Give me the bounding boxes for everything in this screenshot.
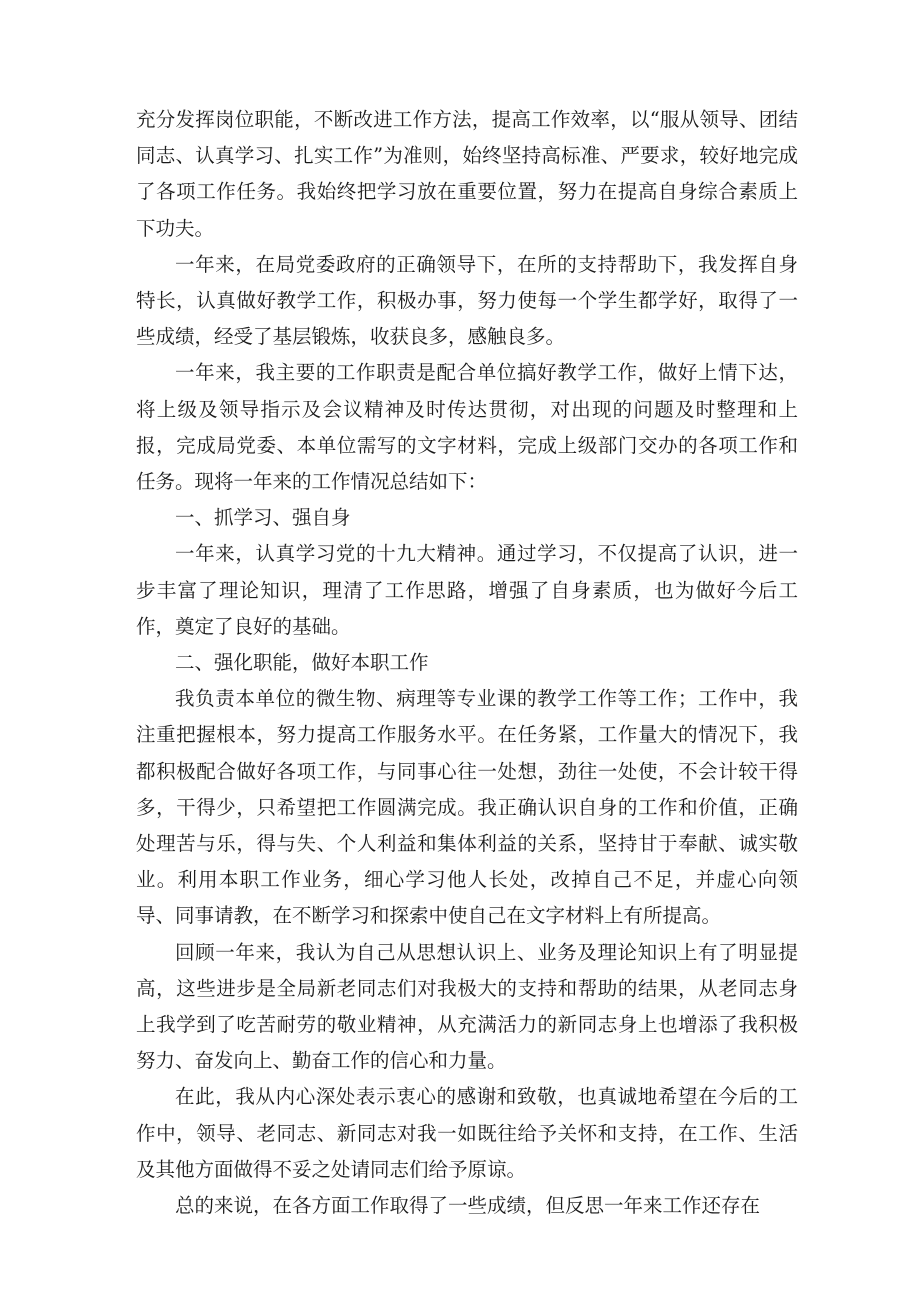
document-body (136, 102, 798, 1224)
paragraph-body: 回顾一年来，我认为自己从思想认识上、业务及理论知识上有了明显提高，这些进步是全局新老同志们对我极大的支持和帮助的结果，从老同志身上我学到了吃苦耐劳的敬业精神，从充满活力的新同志身上也增添了我积极努力、奋发向上、勤奋工作的信心和力量。 (136, 940, 798, 1073)
paragraph-body: 一年来，认真学习党的十九大精神。通过学习，不仅提高了认识，进一步丰富了理论知识，理清了工作思路，增强了自身素质，也为做好今后工作，奠定了良好的基础。 (136, 542, 798, 638)
paragraph-body: 在此，我从内心深处表示衷心的感谢和致敬，也真诚地希望在今后的工作中，领导、老同志、新同志对我一如既往给予关怀和支持，在工作、生活及其他方面做得不妥之处请同志们给予原谅。 (136, 1085, 798, 1181)
paragraph-body: 一年来，在局党委政府的正确领导下，在所的支持帮助下，我发挥自身特长，认真做好教学工作，积极办事，努力使每一个学生都学好，取得了一些成绩，经受了基层锻炼，收获良多，感触良多。 (136, 252, 798, 349)
paragraph-continuation: 充分发挥岗位职能，不断改进工作方法，提高工作效率，以“服从领导、团结同志、认真学习、扎实工作”为准则，始终坚持高标准、严要求，较好地完成了各项工作任务。我始终把学习放在重要位置，努力在提高自身综合素质上下功夫。 (136, 108, 798, 240)
paragraph-body: 一年来，我主要的工作职责是配合单位搞好教学工作，做好上情下达，将上级及领导指示及会议精神及时传达贯彻，对出现的问题及时整理和上报，完成局党委、本单位需写的文字材料，完成上级部门交办的各项工作和任务。现将一年来的工作情况总结如下： (136, 361, 798, 494)
section-heading: 二、强化职能，做好本职工作 (175, 651, 429, 675)
paragraph-body: 总的来说，在各方面工作取得了一些成绩，但反思一年来工作还存在 (175, 1194, 761, 1218)
section-heading: 一、抓学习、强自身 (175, 506, 351, 530)
paragraph-body: 我负责本单位的微生物、病理等专业课的教学工作等工作；工作中，我注重把握根本，努力提高工作服务水平。在任务紧，工作量大的情况下，我都积极配合做好各项工作，与同事心往一处想，劲往一处使，不会计较干得多，干得少，只希望把工作圆满完成。我正确认识自身的工作和价值，正确处理苦与乐，得与失、个人利益和集体利益的关系，坚持甘于奉献、诚实敬业。利用本职工作业务，细心学习他人长处，改掉自己不足，并虚心向领导、同事请教，在不断学习和探索中使自己在文字材料上有所提高。 (136, 687, 798, 928)
